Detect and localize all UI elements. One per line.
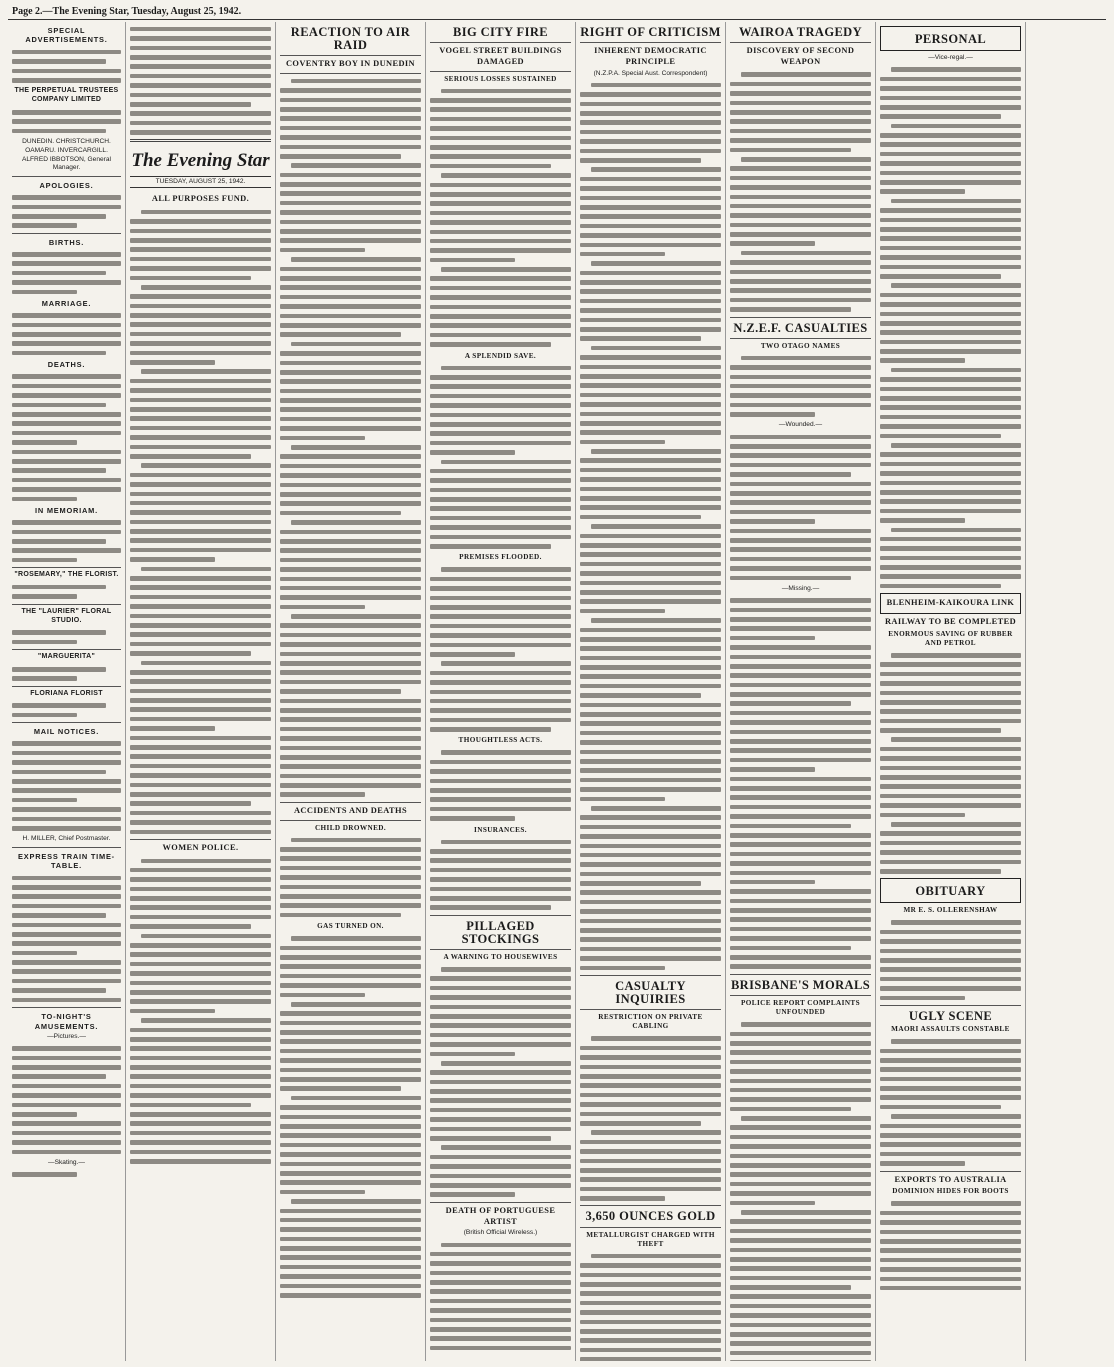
- obituary-headline: OBITUARY: [915, 884, 986, 899]
- casualty-inquiries-headline: CASUALTY INQUIRIES: [615, 978, 686, 1007]
- maori-assault-subheadline: MAORI ASSAULTS CONSTABLE: [891, 1025, 1010, 1034]
- brisbane-morals-headline: BRISBANE'S MORALS: [730, 977, 871, 992]
- in-memoriam-heading: IN MEMORIAM.: [35, 505, 98, 515]
- column-1: [8, 22, 126, 1361]
- florist-rosemary: "ROSEMARY," THE FLORIST.: [14, 571, 119, 579]
- wairoa-tragedy-headline: WAIROA TRAGEDY: [738, 25, 863, 39]
- insurances-heading: INSURANCES.: [474, 825, 527, 834]
- trustee-towns: DUNEDIN. CHRISTCHURCH. OAMARU. INVERCARGILL.: [22, 138, 111, 154]
- issue-date: TUESDAY, AUGUST 25, 1942.: [130, 176, 271, 188]
- obituary-name: MR E. S. OLLERENSHAW: [903, 906, 998, 915]
- democratic-principle-subheadline: INHERENT DEMOCRATIC PRINCIPLE: [594, 46, 707, 66]
- blenheim-kaikoura-headline: BLENHEIM-KAIKOURA LINK: [886, 598, 1015, 608]
- splendid-save-heading: A SPLENDID SAVE.: [464, 351, 537, 360]
- wounded-subheading: —Wounded.—: [778, 421, 823, 429]
- metallurgist-subheadline: METALLURGIST CHARGED WITH THEFT: [586, 1230, 715, 1248]
- page-header: Page 2.—The Evening Star, Tuesday, August 25, 1942.: [8, 6, 1106, 20]
- right-of-criticism-headline: RIGHT OF CRITICISM: [580, 25, 721, 39]
- pillaged-stockings-headline: PILLAGED STOCKINGS: [461, 918, 540, 946]
- private-cabling-subheadline: RESTRICTION ON PRIVATE CABLING: [598, 1013, 703, 1031]
- portuguese-artist-heading: DEATH OF PORTUGUESE ARTIST: [445, 1205, 556, 1226]
- amusements-heading: TO-NIGHT'S AMUSEMENTS.: [34, 1012, 99, 1031]
- big-city-fire-headline: BIG CITY FIRE: [452, 25, 549, 39]
- skating-subheading: —Skating.—: [47, 1158, 85, 1166]
- trustee-signature: ALFRED IBBOTSON, General Manager.: [21, 156, 112, 172]
- thoughtless-acts-heading: THOUGHTLESS ACTS.: [458, 736, 543, 745]
- nzef-casualties-headline: N.Z.E.F. CASUALTIES: [733, 320, 868, 335]
- vice-regal-subheading: —Vice-regal.—: [928, 54, 973, 62]
- special-ads-heading: SPECIAL ADVERTISEMENTS.: [25, 26, 108, 45]
- florist-marguerita: "MARGUERITA": [37, 653, 96, 661]
- mail-signature: H. MILLER, Chief Postmaster.: [22, 835, 111, 843]
- column-6: [726, 22, 876, 1361]
- trustees-ad: THE PERPETUAL TRUSTEES COMPANY LIMITED: [14, 87, 119, 104]
- hides-boots-subheadline: DOMINION HIDES FOR BOOTS: [892, 1187, 1009, 1196]
- two-otago-names-subheadline: TWO OTAGO NAMES: [760, 341, 841, 350]
- mail-notices-heading: MAIL NOTICES.: [33, 727, 100, 737]
- brisbane-subheadline: POLICE REPORT COMPLAINTS UNFOUNDED: [740, 998, 861, 1017]
- column-spacer: [1026, 22, 1106, 1361]
- column-2: [126, 22, 276, 1361]
- column-5: [576, 22, 726, 1361]
- ugly-scene-headline: UGLY SCENE: [908, 1009, 993, 1023]
- columns: [8, 22, 1106, 1361]
- portuguese-artist-source: (British Official Wireless.): [463, 1229, 538, 1237]
- rubber-petrol-subheadline: ENORMOUS SAVING OF RUBBER AND PETROL: [888, 629, 1013, 647]
- women-police-heading: WOMEN POLICE.: [162, 842, 239, 852]
- child-drowned-heading: CHILD DROWNED.: [314, 823, 387, 832]
- newspaper-flag: The Evening Star: [131, 150, 270, 172]
- air-raid-headline: REACTION TO AIR RAID: [290, 25, 411, 53]
- gold-headline: 3,650 OUNCES GOLD: [585, 1209, 716, 1224]
- accidents-deaths-heading: ACCIDENTS AND DEATHS: [293, 805, 408, 815]
- express-timetable-heading: EXPRESS TRAIN TIME-TABLE.: [18, 851, 115, 871]
- gas-turned-on-heading: GAS TURNED ON.: [317, 922, 384, 931]
- marriage-heading: MARRIAGE.: [41, 298, 92, 308]
- column-7: [876, 22, 1026, 1361]
- deaths-heading: DEATHS.: [47, 360, 86, 370]
- column-4: [426, 22, 576, 1361]
- all-purposes-heading: ALL PURPOSES FUND.: [151, 194, 250, 204]
- premises-flooded-heading: PREMISES FLOODED.: [459, 553, 542, 562]
- missing-subheading: —Missing.—: [781, 584, 820, 592]
- nzpa-credit: (N.Z.P.A. Special Aust. Correspondent): [593, 69, 708, 77]
- pictures-subheading: —Pictures.—: [47, 1032, 86, 1040]
- florist-floriana: FLORIANA FLORIST: [30, 689, 103, 697]
- vogel-street-subheadline: VOGEL STREET BUILDINGS DAMAGED: [439, 46, 562, 66]
- second-weapon-subheadline: DISCOVERY OF SECOND WEAPON: [746, 46, 855, 66]
- births-heading: BIRTHS.: [48, 237, 85, 247]
- column-3: [276, 22, 426, 1361]
- serious-losses-subheadline: SERIOUS LOSSES SUSTAINED: [444, 74, 557, 83]
- warning-housewives-subheadline: A WARNING TO HOUSEWIVES: [443, 952, 558, 961]
- apologies-heading: APOLOGIES.: [39, 180, 94, 190]
- personal-headline: PERSONAL: [914, 32, 987, 46]
- florist-laurier: THE "LAURIER" FLORAL STUDIO.: [21, 607, 112, 624]
- railway-completed-subheadline: RAILWAY TO BE COMPLETED: [884, 616, 1017, 626]
- exports-australia-headline: EXPORTS TO AUSTRALIA: [894, 1174, 1007, 1184]
- air-raid-subheadline: COVENTRY BOY IN DUNEDIN: [285, 59, 416, 69]
